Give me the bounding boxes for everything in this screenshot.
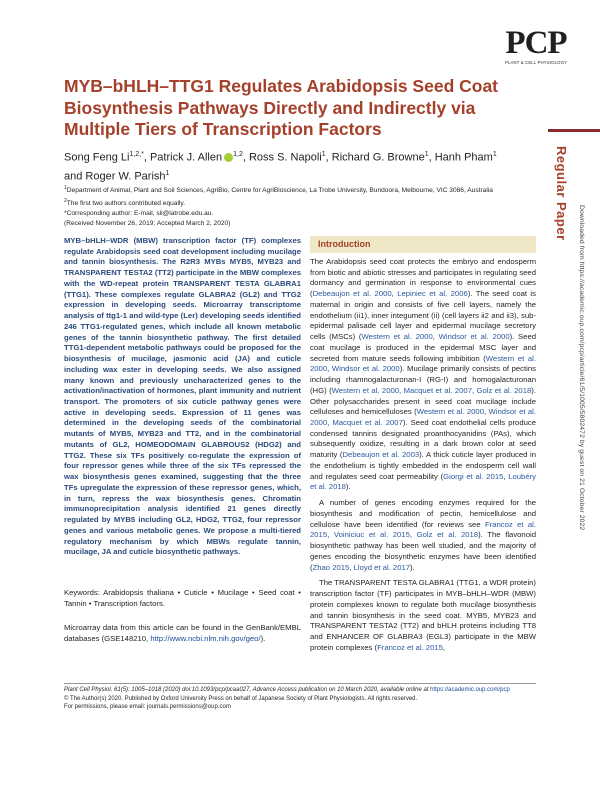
permissions-line: For permissions, please email: journals.permissions@oup.com <box>64 704 231 711</box>
intro-text-segment: ). <box>345 482 351 492</box>
citation-link[interactable]: Debeaujon et al. 2000 <box>312 289 392 299</box>
intro-text-segment: ). Mucilage primarily consists of pectins including rhamnogalacturonan-I (RG-I) and homogalacturonan (HG) ( <box>310 364 536 395</box>
citation-link[interactable]: Macquet et al. 2007 <box>332 418 403 428</box>
abstract-text: MYB–bHLH–WDR (MBW) transcription factor (TF) complexes regulate Arabidopsis seed coat development including mucilage and tannin biosynthesis. The R2R3 MYBs MYB5, MYB23 and TRANSPARENT TESTA2 (TT2) participate in the MBW complexes with the WD-repeat protein TRANSPARENT TESTA GLABRA1 (TTG1). These complexes regulate GLABRA2 (GL2) and TTG2 expression in developing seeds. Microarray transcriptome analysis of ttg1-1 and wild-type (Ler) developing seeds identified 246 TTG1-regulated genes, which include all known metabolic genes of the tannin biosynthetic pathway. The first detailed TTG1-dependent metabolic pathways could be proposed for the biosynthesis of mucilage, jasmonic acid (JA) and cuticle including wax ester in developing seeds. We also assigned many known and previously uncharacterized genes to the activation/inactivation of hormones, plant immunity and nutrient transport. The promoters of six cuticle pathway genes were active in developing seeds. Expression of 11 genes was determined in the developing seeds of the combinatorial mutants of MYB5, MYB23 and TT2, and in the combinatorial mutants of GL2, HOMEODOMAIN GLABROUS2 (HDG2) and TTG2. These six TFs positively co-regulate the expression of four repressor genes while three of the six TFs repressed the wax biosynthesis genes examined, suggesting that the three TFs upregulate the expression of these repressor genes, which, in turn, repress the wax biosynthesis genes. Chromatin immunoprecipitation analysis identified 21 genes directly regulated by MYB5 including GL2, HDG2, TTG2, four repressor genes and various metabolic genes. We propose a multi-tiered regulatory mechanism by which MBWs regulate tannin, mucilage, JA and cuticle biosynthetic pathways. <box>64 236 301 557</box>
citation-link[interactable]: Francoz et al. 2015 <box>310 519 536 540</box>
citation-link[interactable]: Windsor et al. 2000 <box>438 332 510 342</box>
intro-paragraph-3 <box>310 578 536 653</box>
author-affiliation-sup: 1,2 <box>233 151 243 158</box>
citation-link[interactable]: Lepiniec et al. 2006 <box>397 289 468 299</box>
keywords <box>64 588 301 609</box>
author-name: Ross S. Napoli <box>248 151 322 164</box>
intro-paragraph-2 <box>310 498 536 573</box>
affiliation-2-sup: 2 <box>64 198 67 205</box>
intro-text-segment: The TRANSPARENT TESTA GLABRA1 (TTG1, a WDR protein) transcription factor (TF) participates in MYB–bHLH–WDR (MBW) protein complexes known to regulate both mucilage biosynthesis and tannin biosynthesis in the seed coat. MYB5, MYB23 and TRANSPARENT TESTA2 (TT2) and bHLH proteins including TT8 and ENHANCER OF GLABRA3 (EGL3) participate in the MBW protein complexes ( <box>310 578 536 652</box>
abstract <box>64 236 301 558</box>
introduction-body <box>310 257 536 653</box>
intro-text-segment: , <box>327 364 332 374</box>
citation-link[interactable]: Francoz et al. 2015 <box>377 642 443 652</box>
article-title: MYB–bHLH–TTG1 Regulates Arabidopsis Seed Coat Biosynthesis Pathways Directly and Indirectly via Multiple Tiers of Transcription Factors <box>64 76 499 139</box>
author-affiliation-sup: 1 <box>424 151 429 158</box>
data-availability-text: Microarray data from this article can be found in the GenBank/EMBL databases (GSE148210, <box>64 623 301 643</box>
orcid-icon[interactable] <box>224 153 233 162</box>
author-name: Hanh Pham <box>434 151 493 164</box>
intro-text-segment: ). Seed coat mucilage is produced in the epidermal MSC layer and secreted from mature seeds following imbibition ( <box>310 332 536 363</box>
author-separator: , <box>242 151 249 164</box>
affiliation-1-text: Department of Animal, Plant and Soil Sciences, AgriBio, Centre for AgriBioscience, La Trobe University, Bundoora, Melbourne, VIC 3086, Australia <box>66 187 493 195</box>
journal-logo-subtitle: PLANT & CELL PHYSIOLOGY <box>504 60 568 65</box>
author-separator: , <box>325 151 332 164</box>
author-name: Patrick J. Allen <box>149 151 223 164</box>
citation-link[interactable]: Loubéry et al. 2018 <box>310 471 536 492</box>
intro-text-segment: , <box>503 471 509 481</box>
keywords-label: Keywords: <box>64 588 100 597</box>
intro-text-segment: , <box>327 418 333 428</box>
keywords-text: Arabidopsis thaliana • Cuticle • Mucilage • Seed coat • Tannin • Transcription factors. <box>64 588 301 608</box>
introduction-heading: Introduction <box>318 239 371 249</box>
intro-text-segment: A number of genes encoding enzymes required for the biosynthesis and modification of pectin, hemicellulose and cellulose have been identified (for reviews see <box>310 498 536 529</box>
corresponding-author: *Corresponding author: E-mail, sli@latrobe.edu.au. <box>64 210 214 218</box>
citation-link[interactable]: Western et al. 2000 <box>361 332 433 342</box>
author-affiliation-sup: 1 <box>321 151 326 158</box>
citation-link[interactable]: Western et al. 2000 <box>310 353 536 374</box>
intro-text-segment: , <box>432 332 439 342</box>
journal-logo-mark: PCP <box>505 25 567 61</box>
intro-text-segment: , <box>409 530 417 540</box>
intro-text-segment: The Arabidopsis seed coat protects the embryo and endosperm from biotic and abiotic stresses and participates in regulating seed dormancy and germination in response to environmental cues ( <box>310 257 536 299</box>
author-separator: and <box>64 170 86 183</box>
intro-text-segment: ). The seed coat is maternal in origin and consists of five cell layers, namely the endothelium (ii1), inner integument (ii) (cell layers ii2 and ii3), sub-epidermal palisade cell layer and epidermal mucilage secretory cells (MSCs) ( <box>310 289 536 342</box>
citation-link[interactable]: Lloyd et al. 2017 <box>353 562 411 572</box>
data-availability <box>64 623 301 644</box>
citation-link[interactable]: Western et al. 2000 <box>416 407 484 417</box>
intro-text-segment: , <box>349 562 354 572</box>
data-availability-tail: ). <box>260 633 266 643</box>
geo-link[interactable]: http://www.ncbi.nlm.nih.gov/geo/ <box>150 633 261 643</box>
received-accepted-dates: (Received November 26, 2019; Accepted March 2, 2020) <box>64 220 231 228</box>
intro-text-segment: ). Seed coat endothelial cells produce condensed tannins designated proanthocyanidins (PAs), which subsequently oxidize, resulting in a dark brown color at seed maturity ( <box>310 418 536 460</box>
section-label: Regular Paper <box>554 146 569 241</box>
intro-text-segment: , <box>471 385 477 395</box>
citation-link[interactable]: Zhao 2015 <box>312 562 350 572</box>
author-list <box>64 147 504 184</box>
download-notice: Downloaded from https://academic.oup.com/pcp/article/61/5/1005/5802472 by guest on 21 October 2022 <box>578 205 585 531</box>
affiliation-1 <box>64 183 524 196</box>
citation-link[interactable]: Windsor et al. 2000 <box>310 407 537 428</box>
affiliations <box>64 183 524 229</box>
footer-divider <box>64 683 536 684</box>
affiliation-2 <box>64 196 524 209</box>
author-name: Richard G. Browne <box>331 151 425 164</box>
intro-text-segment: ). <box>410 562 415 572</box>
intro-text-segment: , <box>391 289 398 299</box>
copyright-line: © The Author(s) 2020. Published by Oxford University Press on behalf of Japanese Society of Plant Physiologists. All rights reserved. <box>64 695 418 702</box>
author-separator: , <box>143 151 150 164</box>
intro-text-segment: ). Other polysaccharides present in seed coat mucilage include celluloses and hemicelluloses ( <box>310 385 536 417</box>
author-affiliation-sup: 1 <box>492 151 497 158</box>
affiliation-2-text: The first two authors contributed equally. <box>66 200 186 208</box>
intro-text-segment: , <box>327 530 334 540</box>
citation-link[interactable]: Golz et al. 2018 <box>476 385 532 395</box>
intro-text-segment: , <box>442 642 446 652</box>
intro-text-segment: , <box>399 385 404 395</box>
intro-text-segment: ). The flavonoid biosynthetic pathway has been well studied, and the majority of genes encoding the biosynthetic enzymes have been identified ( <box>310 530 536 572</box>
author-separator: , <box>428 151 435 164</box>
intro-paragraph-1 <box>310 257 536 493</box>
page-footer <box>64 686 544 712</box>
citation-link[interactable]: Macquet et al. 2007 <box>403 385 472 395</box>
citation-text: Plant Cell Physiol. 61(5): 1005–1018 (2020) doi:10.1093/pcp/pcaa027, Advance Access publication on 10 March 2020, available online at <box>64 687 431 693</box>
citation-link[interactable]: Windsor et al. 2000 <box>331 364 400 374</box>
journal-logo <box>500 25 572 65</box>
citation-link[interactable]: Voiniciuc et al. 2015 <box>333 530 410 540</box>
citation-line <box>64 686 544 695</box>
citation-link[interactable]: Giorgi et al. 2015 <box>443 471 504 481</box>
author-name: Song Feng Li <box>64 151 130 164</box>
intro-text-segment: , <box>483 407 489 417</box>
citation-link[interactable]: Golz et al. 2018 <box>416 530 479 540</box>
intro-text-segment: ). A thick cuticle layer produced in the endothelium is tightly embedded in the endosperm cell wall and regulates seed coat permeability ( <box>310 450 536 481</box>
author-affiliation-sup: 1 <box>165 169 170 177</box>
journal-link[interactable]: https://academic.oup.com/pcp <box>430 687 510 693</box>
citation-link[interactable]: Debeaujon et al. 2003 <box>342 450 420 460</box>
citation-link[interactable]: Western et al. 2000 <box>331 385 400 395</box>
affiliation-1-sup: 1 <box>64 185 67 191</box>
section-color-bar <box>548 129 600 132</box>
author-affiliation-sup: 1,2,* <box>129 151 144 158</box>
author-name: Roger W. Parish <box>85 170 166 183</box>
